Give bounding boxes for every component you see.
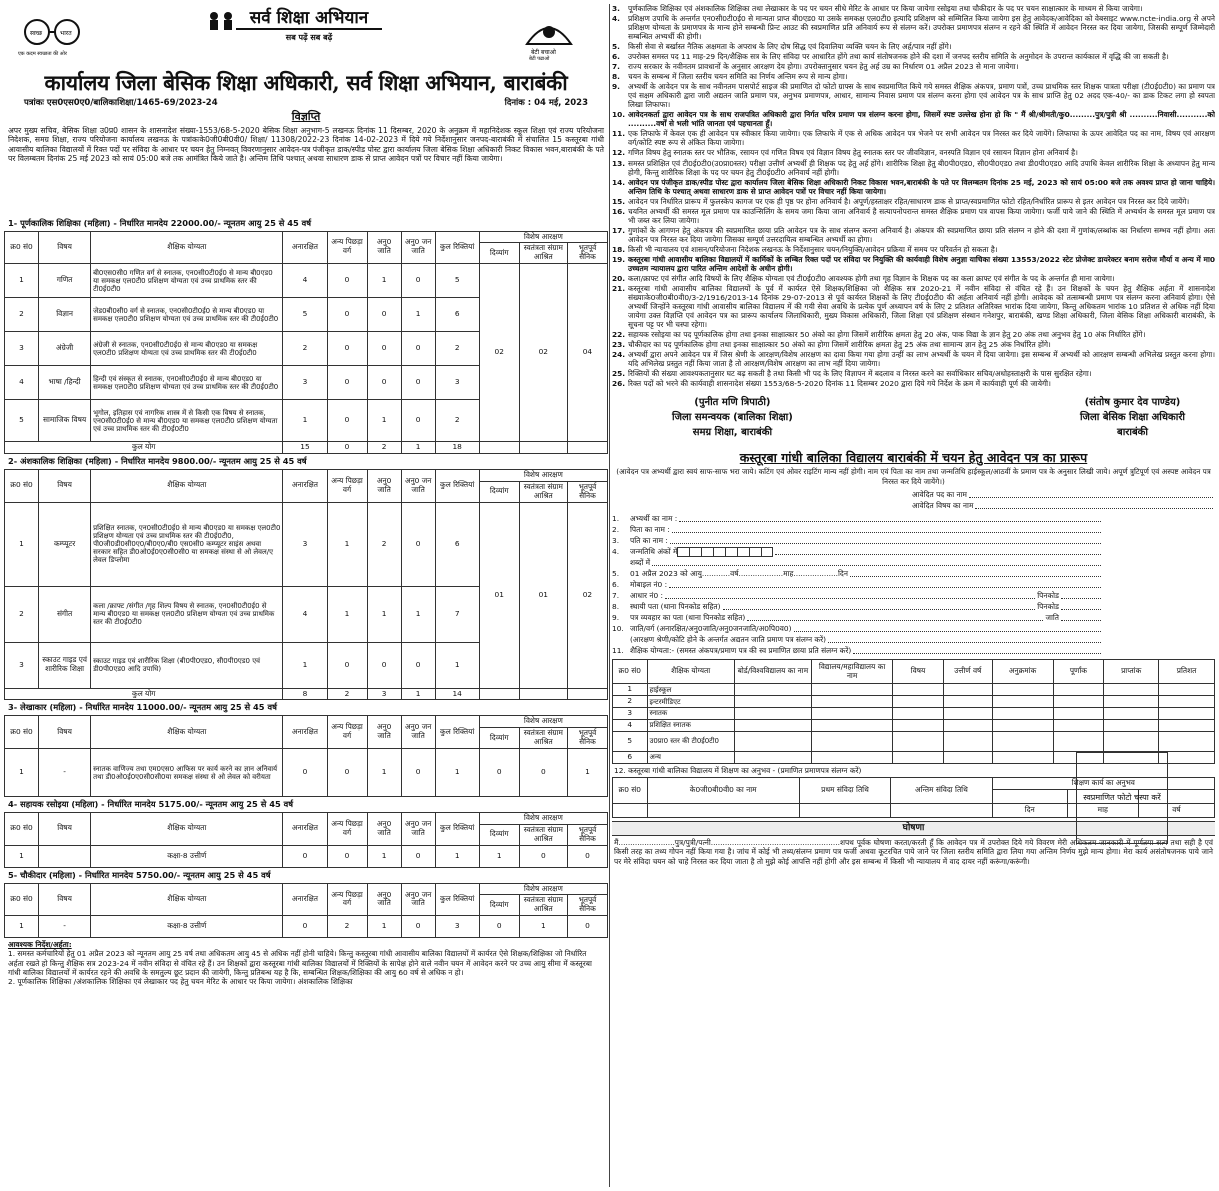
rule-text: समस्त प्रशिक्षित एवं टी0ई0टी0(उ0प्रा0स्तर) परीक्षा उत्तीर्ण अभ्यर्थी ही शिक्षक पद हेतु अर्ह होंगे। शारीरिक शिक्षा हेतु बी0पी0एड0, सी0पी0एड0 तथा डी0पी0एड0 आदि उपाधि केवल शारीरिक शिक्षा के अध्यापन हेतु मान्य होगी, किन्तु शारीरिक शिक्षा के पद पर चयन हेतु टी0ई0टी0 अनिवार्य नहीं होगी। <box>628 158 1215 177</box>
section-2-table: क्र0 सं0 विषय शैक्षिक योग्यता अनारक्षित अन्य पिछड़ा वर्ग अनु0 जाति अनु0 जन जाति कुल रिक्तियां विशेष आरक्षण दिव्यांग स्वतंत्रता संग्राम आश्रित भूतपूर्व सैनिक 1 कम्प्यूटर प्रशिक्षित स्नातक, एन0सी0टी0ई0 से मान्य बी0एड0 या समकक्ष एल0टी0 प्रशिक्षण योग्यता एवं उच्च प्राथमिक स्तर की टी0ई0टी0, पी0जी0डी0सी0ए0/बी0ए0/बी0 एस0सी0 कम्प्यूटर साइंस अथवा सरकार सहित डी0ओ0ई0ए0सी0सी0 या समकक्ष संस्था से ओ लेवल/ए लेवल डिप्लोमा 3 1 2 0 6 01 01 02 2 संगीत कला /क्राफ्ट /संगीत /गृह शिल्प विषय से स्नातक, एन0सी0टी0ई0 से मान्य बी0एड0 या समकक्ष एल0टी0 प्रशिक्षण योग्यता एवं उच्च प्राथमिक स्तर की टी0ई0टी0 4 1 1 1 7 3 स्काउट गाइड एवं शारीरिक शिक्षा स्काउट गाइड एवं शारीरिक शिक्षा (बी0पी0एड0, सी0पी0एड0 एवं डी0पी0एड0 आदि उपाधि) 1 0 0 0 1 कुल योग 8 2 3 1 14 <box>4 469 608 701</box>
rule-item <box>612 245 1215 254</box>
rule-number: 10. <box>612 110 626 120</box>
rule-item <box>612 82 1215 109</box>
instructions-title: आवश्यक निर्देश/अर्हता: <box>8 940 72 950</box>
table-row[interactable]: दिन माह वर्ष <box>613 803 1215 817</box>
rule-text: सहायक रसोइया का पद पूर्णकालिक होगा तथा इनका साक्षात्कार 50 अंको का होगा जिसमें शारीरिक क्षमता हेतु 20 अंक, पाक विद्या के ज्ञान हेतु 20 अंक तथा अनुभव हेतु 10 अंक निर्धारित होंगे। <box>628 330 1146 340</box>
table-row: 5 सामाजिक विषय भूगोल, इतिहास एवं नागरिक शास्त्र में से किसी एक विषय से स्नातक, एन0सी0टी0ई0 से मान्य बी0एड0 या समकक्ष एल0टी0 प्रशिक्षण योग्यता एवं उच्च प्राथमिक स्तर की टी0ई0टी0 1 0 1 0 2 <box>5 400 608 442</box>
form-field[interactable]: शब्दों में <box>612 557 1103 568</box>
table-total-row: कुल योग 8 2 3 1 14 <box>5 688 608 700</box>
office-title: कार्यालय जिला बेसिक शिक्षा अधिकारी, सर्व शिक्षा अभियान, बाराबंकी <box>44 70 568 95</box>
section-4-table: क्र0 सं0 विषय शैक्षिक योग्यता अनारक्षित अन्य पिछड़ा वर्ग अनु0 जाति अनु0 जन जाति कुल रिक्तियां विशेष आरक्षण दिव्यांग स्वतंत्रता संग्राम आश्रित भूतपूर्व सैनिक 1 कक्षा-8 उत्तीर्ण 0 0 1 0 1 1 0 0 <box>4 812 608 868</box>
rule-item <box>612 207 1215 225</box>
rule-number: 22. <box>612 330 626 340</box>
applied-post-field[interactable]: आवेदित पद का नाम <box>612 489 1215 500</box>
rule-text: उपरोक्त समस्त पद 11 माह-29 दिन/शैक्षिक सत्र के लिए संविदा पर आधारित होंगे तथा कार्य संतोषजनक होने की दशा में जनपद स्तरीय समिति के अनुमोदन के उपरान्त कार्यकाल में वृद्धि की जा सकती है। <box>628 52 1169 62</box>
section-3-title: 3- लेखाकार (महिला) - निर्धारित मानदेय 11000.00/- न्यूनतम आयु 25 से 45 वर्ष <box>8 702 277 713</box>
rule-item <box>612 255 1215 273</box>
form-field[interactable]: 5. 01 अप्रैल 2023 को आयु............वर्ष...................माह...................दिन <box>612 568 1103 579</box>
intro-paragraph: अपर मुख्य सचिव, बेसिक शिक्षा उ0प्र0 शासन के शासनादेश संख्या-1553/68-5-2020 बेसिक शिक्षा अनुभाग-5 लखनऊ दिनांक 11 दिसम्बर, 2020 के अनुक्रम में महानिदेशक स्कूल शिक्षा एवं राज्य परियोजना निदेशक, समग्र शिक्षा, राज्य परियोजना कार्यालय लखनऊ के पत्रांकःके0जी0बी0वी0/ शिक्षा/ 11308/2022-23 दिनांक 14-02-2023 में दिये गये निर्देशानुसार जनपद-बाराबंकी में संचालित 15 कस्तूरबा गांधी आवासीय बालिका विद्यालयों में रिक्त पदों पर संविदा के आधार पर चयन हेतु निम्नवत् विवरणानुसार आवेदन-पत्र पंजीकृत डाक/स्पीड पोस्ट द्वारा कार्यालय जिला बेसिक शिक्षा अधिकारी निकट विकास भवन,बाराबंकी के पते पर विलम्बतम दिनांक 25 मई 2023 को सायं 05:00 बजे तक आमंत्रित किये जाते है। अन्तिम तिथि पश्चात् अथवा साधारण डाक से प्राप्त आवेदन पत्रों पर विचार नहीं किया जायेगा। <box>8 125 604 164</box>
rule-number: 24. <box>612 350 626 360</box>
svg-text:बेटी पढ़ाओ: बेटी पढ़ाओ <box>529 56 550 60</box>
rule-text: आवेदनकर्ता द्वारा आवेदन पत्र के साथ राजपत्रित अधिकारी द्वारा निर्गत चरित्र प्रमाण पत्र संलग्न करना होगा, जिसमें स्पष्ट उल्लेख होना हो कि " मैं श्री/श्रीमती/कु0.........पुत्र/पुत्री श्री ..........निवासी...........को ..........वर्षों से भली भांति जानता एवं पहचानता हूँ। <box>628 110 1215 129</box>
ssa-children-icon <box>204 10 244 34</box>
rule-number: 21. <box>612 283 626 293</box>
pincode-label: पिनकोड <box>1037 591 1059 601</box>
form-field[interactable]: (आरक्षण श्रेणी/कोटि होने के अन्तर्गत अद्यतन जाति प्रमाण पत्र संलग्न करें) <box>612 634 1103 645</box>
table-total-row: कुल योग 15 0 2 1 18 <box>5 442 608 454</box>
education-header-cell: क्र0 सं0 <box>613 660 648 684</box>
section-5-table: क्र0 सं0 विषय शैक्षिक योग्यता अनारक्षित अन्य पिछड़ा वर्ग अनु0 जाति अनु0 जन जाति कुल रिक्तियां विशेष आरक्षण दिव्यांग स्वतंत्रता संग्राम आश्रित भूतपूर्व सैनिक 1 - कक्षा-8 उत्तीर्ण 0 2 1 0 3 0 1 0 <box>4 883 608 939</box>
rule-number: 14. <box>612 177 626 187</box>
rule-item <box>612 72 1215 81</box>
rule-text: गुणांकों के आगणन हेतु अंकपत्र की स्वप्रमाणित छाया प्रति आवेदन पत्र के साथ संलग्न करना अनिवार्य है। अंकपत्र की स्वप्रमाणित छाया प्रति संलग्न न होने की दशा में गुणांक/लब्धांक का निर्धारण सम्भव नहीं होगा। अतः आवेदन पत्र निरस्त कर दिया जायेगा जिसका सम्पूर्ण उत्तरदायित्व सम्बन्धित अभ्यर्थी का होगा। <box>628 225 1215 244</box>
instructions-block <box>4 938 608 988</box>
rule-number: 19. <box>612 254 626 264</box>
svg-text:भारत: भारत <box>60 30 72 37</box>
rule-text: एक लिफाफे में केवल एक ही आवेदन पत्र स्वीकार किया जायेगा। एक लिफाफे में एक से अधिक आवेदन पत्र भेजने पर सभी आवेदन पत्र निरस्त कर दिये जायेंगे। लिफाफा के ऊपर आवेदित पद का नाम, विषय एवं आरक्षण वर्ग/कोटि स्पष्ट रूप से अंकित किया जायेगा। <box>628 129 1215 148</box>
table-row: 1 कक्षा-8 उत्तीर्ण 0 0 1 0 1 1 0 0 <box>5 845 608 867</box>
education-row[interactable]: 1 हाईस्कूल <box>613 684 1215 696</box>
rule-number: 18. <box>612 244 626 254</box>
rule-item <box>612 52 1215 61</box>
svg-text:बेटी बचाओ: बेटी बचाओ <box>531 49 556 56</box>
rule-number: 7. <box>612 62 620 72</box>
form-field[interactable]: 6. मोबाइल नं0 : <box>612 579 1103 590</box>
svg-text:एक कदम स्वच्छता की ओर: एक कदम स्वच्छता की ओर <box>18 51 67 57</box>
section-5-title: 5- चौकीदार (महिला) - निर्धारित मानदेय 5750.00/- न्यूनतम आयु 25 से 45 वर्ष <box>8 869 271 880</box>
svg-text:स्वच्छ: स्वच्छ <box>30 30 43 37</box>
rule-item <box>612 4 1215 13</box>
rule-text: अभ्यर्थी द्वारा अपने आवेदन पत्र में जिस श्रेणी के आरक्षण/विशेष आरक्षण का दावा किया गया होगा उन्हीं का लाभ अभ्यर्थी के चयन में दिया जायेगा। इस सम्बन्ध में अभ्यर्थी को आरक्षण सम्बन्धी अभिलेख प्रस्तुत करना होगा। यदि अभिलेख प्रस्तुत नहीं किया जाता है तो आरक्षण/विशेष आरक्षण का लाभ नहीं दिया जायेगा। <box>628 350 1215 369</box>
education-header-cell: प्रतिशत <box>1159 660 1215 684</box>
rule-number: 26. <box>612 379 626 389</box>
rule-number: 20. <box>612 273 626 283</box>
rule-item <box>612 226 1215 244</box>
rule-item <box>612 330 1215 339</box>
rule-item <box>612 274 1215 283</box>
table-row: 2 विज्ञान जेड0बी0सी0 वर्ग से स्नातक, एन0सी0टी0ई0 से मान्य बी0एड0 या समकक्ष एल0टी0 प्रशिक्षण योग्यता एवं उच्च प्राथमिक स्तर की टी0ई0टी0 5 0 0 1 6 <box>5 298 608 332</box>
signature-right: (संतोष कुमार देव पाण्डेय) जिला बेसिक शिक्षा अधिकारी बाराबंकी <box>1079 397 1185 439</box>
dob-digit-boxes[interactable] <box>677 547 773 557</box>
education-row[interactable]: 4 प्रशिक्षित स्नातक <box>613 719 1215 731</box>
rule-text: चौकीदार का पद पूर्णकालिक होगा तथा इनका साक्षात्कार 50 अंको का होगा जिसमें शारीरिक क्षमता हेतु 25 अंक तथा सामान्य ज्ञान हेतु 25 अंक निर्धारित होंगे। <box>628 340 1051 350</box>
rule-text: प्रशिक्षण उपाधि के अन्तर्गत एन0सी0टी0ई0 से मान्यता प्राप्त बी0एड0 या उसके समकक्ष एल0टी0 इत्यादि प्रशिक्षण को सम्मिलित किया जायेगा इस हेतु आवेदक/आवेदिका को वेबसाइट www.ncte-india.org से अपने प्रशिक्षण योग्यता के प्रमाणपत्र के मान्य होने सम्बन्धी प्रिन्ट आउट की स्वप्रमाणित प्रति अनिवार्य रूप से संलग्न करें। उपरोक्त प्रमाणपत्र संलग्न न रहने की स्थिति में आवेदन निरस्त कर दिया जायेगा, जिसकी सम्पूर्ण जिम्मेदारी सम्बन्धित अभ्यर्थी की होगी। <box>628 14 1215 42</box>
table-row: 1 - स्नातक वाणिज्य तथा एम0एस0 आफिस पर कार्य करने का ज्ञान अनिवार्य तथा डी0ओ0ई0ए0सी0सी0या समकक्ष संस्था से ओ लेवल को वरीयता 0 0 1 0 1 0 0 1 <box>5 749 608 797</box>
form-field[interactable]: 1. अभ्यर्थी का नाम : <box>612 513 1103 524</box>
rule-number: 6. <box>612 52 620 62</box>
table-row: 3 अंग्रेजी अंग्रेजी से स्नातक, एन0सी0टी0ई0 से मान्य बी0एड0 या समकक्ष एल0टी0 प्रशिक्षण योग्यता एवं उच्च प्राथमिक स्तर की टी0ई0टी0 2 0 0 0 2 <box>5 332 608 366</box>
instruction-item: 1. समस्त कर्मचारियों हेतु 01 अप्रैल 2023 को न्यूनतम आयु 25 वर्ष तथा अधिकतम आयु 45 से अधिक नहीं होनी चाहिये। किन्तु कस्तूरबा गांधी आवासीय बालिका विद्यालयों में कार्यरत ऐसे शिक्षक/शिक्षिका जो निर्धारित अर्हता रखते हो किन्तु शैक्षिक सत्र 2023-24 में नवीन संविदा से वंचित रहे हैं। उन शिक्षकों द्वारा कस्तूरबा गांधी बालिका विद्यालयों में रिक्तियों के सापेक्ष होने वाले नवीन चयन में आवेदन करने पर उच्च आयु सीमा में कस्तूरबा गांधी बालिका विद्यालयों में कार्यरत रहने की अवधि के समतुल्य छूट प्रदान की जायेगी, किन्तु प्रतिबन्ध यह है कि, सम्बन्धित शिक्षक/शिक्षिका की आयु 60 वर्ष से अधिक न हो। <box>8 949 592 977</box>
education-header-cell: विद्यालय/महाविद्यालय का नाम <box>811 660 892 684</box>
rule-item <box>612 129 1215 147</box>
education-row[interactable]: 6 अन्य <box>613 751 1215 763</box>
rule-text: कला/क्राफ्ट एवं संगीत आदि विषयों के लिए शैक्षिक योग्यता एवं टी0ई0टी0 आवश्यक होगी तथा गृह विज्ञान के शिक्षक पद का कला क्राफ्ट एवं संगीत के पद के अन्तर्गत ही माना जायेगा। <box>628 273 1115 283</box>
form-fields <box>612 513 1215 656</box>
declaration-title: घोषणा <box>612 821 1215 836</box>
experience-title: 12. कस्तूरबा गांधी बालिका विद्यालय में शिक्षण का अनुभव - (प्रमाणित प्रमाणपत्र संलग्न करें) <box>614 765 862 775</box>
rule-item <box>612 379 1215 388</box>
table-row: 2 संगीत कला /क्राफ्ट /संगीत /गृह शिल्प विषय से स्नातक, एन0सी0टी0ई0 से मान्य बी0एड0 या समकक्ष एल0टी0 प्रशिक्षण योग्यता एवं उच्च प्राथमिक स्तर की टी0ई0टी0 4 1 1 1 7 <box>5 586 608 642</box>
swachh-bharat-logo <box>12 10 92 60</box>
form-field[interactable]: 3. पति का नाम : <box>612 535 1103 546</box>
rule-number: 8. <box>612 72 620 82</box>
education-header-cell: विषय <box>893 660 944 684</box>
rule-number: 17. <box>612 225 626 235</box>
rule-item <box>612 178 1215 196</box>
form-field[interactable]: 4. जन्मतिथि अंकों में <box>612 546 1103 557</box>
rule-text: किसी सेवा से बर्खास्त नैतिक अक्षमता के अपराध के लिए दोष सिद्ध एवं दिवालिया व्यक्ति चयन के लिए अर्ह/पात्र नहीं होंगे। <box>628 42 952 52</box>
rule-number: 25. <box>612 369 626 379</box>
rule-item <box>612 369 1215 378</box>
education-row[interactable]: 2 इन्टरमीडिएट <box>613 696 1215 708</box>
section-2-title: 2- अंशकालिक शिक्षिका (महिला) - निर्धारित मानदेय 9800.00/- न्यूनतम आयु 25 से 45 वर्ष <box>8 456 307 467</box>
section-4-title: 4- सहायक रसोइया (महिला) - निर्धारित मानदेय 5175.00/- न्यूनतम आयु 25 से 45 वर्ष <box>8 799 294 810</box>
signature-left: (पुनीत मणि त्रिपाठी) जिला समन्वयक (बालिका शिक्षा) समग्र शिक्षा, बाराबंकी <box>672 397 793 439</box>
caste-label: जाति <box>1045 613 1059 623</box>
table-row: 4 भाषा /हिन्दी हिन्दी एवं संस्कृत से स्नातक, एन0सी0टी0ई0 से मान्य बी0एड0 या समकक्ष एल0टी0 प्रशिक्षण योग्यता एवं उच्च प्राथमिक स्तर की टी0ई0टी0 3 0 0 0 3 <box>5 366 608 400</box>
form-field[interactable]: 11. शैक्षिक योग्यता:- (समस्त अंकपत्र/प्रमाण पत्र की स्व प्रमाणित छाया प्रति संलग्न करें) <box>612 645 1103 656</box>
notice-date: दिनांक : 04 मई, 2023 <box>504 98 588 109</box>
rules-list <box>612 4 1215 388</box>
rule-text: कस्तूरबा गांधी आवासीय बालिका विद्यालयों में कार्मिकों के लम्बित रिक्त पदों पर संविदा पर नियुक्ति की कार्यवाही विशेष अनुज्ञा याचिका संख्या 13553/2022 स्टेट प्रोजेक्ट डायरेक्टर बनाम सरोज मौर्या व अन्य में मा0 उच्चतम न्यायालय द्वारा पारित अन्तिम आदेशों के अधीन होगी। <box>628 254 1215 273</box>
advertisement-left-column <box>4 4 608 1187</box>
rule-number: 13. <box>612 158 626 168</box>
signature-block <box>612 389 1215 444</box>
form-field[interactable]: 8. स्थायी पता (थाना पिनकोड सहित) पिनकोड <box>612 601 1103 612</box>
rule-text: रिक्त पदों को भरने की कार्यवाही शासनादेश संख्या 1553/68-5-2020 दिनांक 11 दिसम्बर 2020 द्वारा दिये गये निर्देश के क्रम में कार्यवाही पूर्ण की जायेगी। <box>628 379 1051 389</box>
ssa-tagline: सब पढ़ें सब बढ़ें <box>285 33 333 43</box>
reference-line <box>4 95 608 108</box>
education-row[interactable]: 3 स्नातक <box>613 707 1215 719</box>
rule-item <box>612 350 1215 368</box>
form-field[interactable]: 9. पत्र व्यवहार का पता (थाना पिनकोड सहित) जाति <box>612 612 1103 623</box>
education-header-cell: उत्तीर्ण वर्ष <box>943 660 992 684</box>
advertisement-right-column <box>612 4 1215 1187</box>
section-3-table: क्र0 सं0 विषय शैक्षिक योग्यता अनारक्षित अन्य पिछड़ा वर्ग अनु0 जाति अनु0 जन जाति कुल रिक्तियां विशेष आरक्षण दिव्यांग स्वतंत्रता संग्राम आश्रित भूतपूर्व सैनिक 1 - स्नातक वाणिज्य तथा एम0एस0 आफिस पर कार्य करने का ज्ञान अनिवार्य तथा डी0ओ0ई0ए0सी0सी0या समकक्ष संस्था से ओ लेवल को वरीयता 0 0 1 0 1 0 0 1 <box>4 715 608 797</box>
rule-item <box>612 159 1215 177</box>
rule-text: रिक्तियों की संख्या आवश्यकतानुसार घट बढ़ सकती है तथा किसी भी पद के लिए विज्ञापन में बदलाव व निरस्त करने का सर्वाधिकार सचिव/अधोहस्ताक्षरी के पास सुरक्षित रहेगा। <box>628 369 1092 379</box>
education-header-cell: प्राप्तांक <box>1104 660 1159 684</box>
table-header-row: क्र0 सं0 के0जी0बी0वी0 का नाम प्रथम संविदा तिथि अन्तिम संविदा तिथि शिक्षण कार्य का अनुभव <box>613 777 1215 789</box>
table-header-row: क्र0 सं0 विषय शैक्षिक योग्यता अनारक्षित अन्य पिछड़ा वर्ग अनु0 जाति अनु0 जन जाति कुल रिक्तियां विशेष आरक्षण <box>5 469 608 481</box>
table-header-row <box>613 660 1215 684</box>
education-row[interactable]: 5 उ0प्रा0 स्तर की टी0ई0टी0 <box>613 731 1215 751</box>
photo-box[interactable]: स्वप्रमाणित फोटो चस्पा करें <box>1076 752 1168 844</box>
rule-text: चयनित अभ्यर्थी की समस्त मूल प्रमाण पत्र काउन्सिलिंग के समय जमा किया जाना अनिवार्य है सत्यापनोपरान्त समस्त शैक्षिक प्रमाण पत्र वापस किया जायेगा। फर्जी पाये जाने की स्थिति में अभ्यर्थन के समस्त मूल प्रमाण पत्र भी जब्त कर लिया जायेगा। <box>628 206 1215 225</box>
rule-number: 16. <box>612 206 626 216</box>
ssa-logo-banner <box>204 8 414 60</box>
rule-text: आवेदन पत्र पंजीकृत डाक/स्पीड पोस्ट द्वारा कार्यालय जिला बेसिक शिक्षा अधिकारी निकट विकास भवन,बाराबंकी के पते पर विलम्बतम दिनांक 25 मई, 2023 को सायं 05:00 बजे तक अवश्य प्राप्त हो जाना चाहिये। अन्तिम तिथि के पश्चात् अथवा साधारण डाक से प्राप्त आवेदन पत्रों पर विचार नहीं किया जायेगा। <box>628 177 1215 196</box>
table-row: 1 गणित बी0एस0सी0 गणित वर्ग से स्नातक, एन0सी0टी0ई0 से मान्य बी0एड0 या समकक्ष एल0टी0 प्रशिक्षण योग्यता एवं उच्च प्राथमिक स्तर की टी0ई0टी0 4 0 1 0 5 02 02 04 <box>5 264 608 298</box>
education-table <box>612 659 1215 763</box>
rule-item <box>612 62 1215 71</box>
rule-number: 11. <box>612 129 626 139</box>
form-field[interactable]: 10. जाति/वर्ग (अनारक्षित/अनु0जाति/अनु0जनजाति/अ0पि0व0) <box>612 623 1103 634</box>
pincode-label: पिनकोड <box>1037 602 1059 612</box>
rule-item <box>612 197 1215 206</box>
rule-text: गणित विषय हेतु स्नातक स्तर पर भौतिक, रसायन एवं गणित विषय एवं विज्ञान विषय हेतु स्नातक स्तर पर जीवविज्ञान, वनस्पति विज्ञान एवं रसायन विज्ञान होना अनिवार्य है। <box>628 148 1078 158</box>
rule-text: कस्तूरबा गांधी आवासीय बालिका विद्यालयों के पूर्व में कार्यरत ऐसे शिक्षक/शिक्षिका जो शैक्षिक सत्र 2020-21 में नवीन संविदा से वंचित रहे हैं। उन शिक्षकों के चयन हेतु शैक्षिक अर्हता में शासनादेश संख्याःके0जी0बी0वी0/3-2/1916/2013-14 दिनांक 29-07-2013 से पूर्व कार्यरत शिक्षकों के लिए टी0ई0टी0 की अर्हता अनिवार्य नहीं होगी। आवेदक को तत्सम्बन्धी प्रमाण पत्र संलग्न करना अनिवार्य होगा। ऐसे अभ्यर्थी जिन्होंने कस्तूरबा गांधी आवासीय बालिका विद्यालय में की गयी सेवा अवधि के प्रत्येक पूर्ण अध्यापन वर्ष के लिए 2 प्रतिशत अतिरिक्त भारांक दिया जायेगा, किन्तु अधिकतम भारांक 10 प्रतिशत से अधिक नहीं दिया जायेगा उक्त विज्ञप्ति एवं आवेदन पत्र का प्रारूप कार्यालय जिलाधिकारी, मुख्य विकास अधिकारी, जिला शिक्षा एवं प्रशिक्षण संस्थान गनेशपुर, बाराबंकी, खण्ड शिक्षा अधिकारी, जिला बेसिक शिक्षा अधिकारी बाराबंकी, के सूचना पट्ट पर भी चस्पा रहेगा। <box>628 283 1215 330</box>
table-row: 1 कम्प्यूटर प्रशिक्षित स्नातक, एन0सी0टी0ई0 से मान्य बी0एड0 या समकक्ष एल0टी0 प्रशिक्षण योग्यता एवं उच्च प्राथमिक स्तर की टी0ई0टी0, पी0जी0डी0सी0ए0/बी0ए0/बी0 एस0सी0 कम्प्यूटर साइंस अथवा सरकार सहित डी0ओ0ई0ए0सी0सी0 या समकक्ष संस्था से ओ लेवल/ए लेवल डिप्लोमा 3 1 2 0 6 01 01 02 <box>5 502 608 586</box>
rule-number: 12. <box>612 148 626 158</box>
rule-item <box>612 340 1215 349</box>
table-header-row: क्र0 सं0 विषय शैक्षिक योग्यता अनारक्षित अन्य पिछड़ा वर्ग अनु0 जाति अनु0 जन जाति कुल रिक्तियां विशेष आरक्षण <box>5 231 608 243</box>
rule-number: 15. <box>612 196 626 206</box>
education-header-cell: अनुक्रमांक <box>992 660 1053 684</box>
education-header-cell: शैक्षिक योग्यता <box>647 660 734 684</box>
rule-text: पूर्णकालिक शिक्षिका एवं अंशकालिक शिक्षिका तथा लेखाकार के पद पर चयन सीधे मेरिट के आधार पर किया जायेगा रसोइया तथा चौकीदार के पद पर चयन साक्षात्कार के माध्यम से किया जायेगा। <box>628 4 1143 13</box>
form-field[interactable]: 2. पिता का नाम : <box>612 524 1103 535</box>
rule-text: राज्य सरकार के नवीनतम प्रावधानों के अनुसार आरक्षण देय होगा। उपरोक्तानुसार चयन हेतु अर्ह उम्र का निर्धारण 01 अप्रैल 2023 से माना जायेगा। <box>628 62 1019 72</box>
application-form-title: कस्तूरबा गांधी बालिका विद्यालय बाराबंकी में चयन हेतु आवेदन पत्र का प्रारूप <box>739 450 1088 466</box>
rule-number: 3. <box>612 4 620 13</box>
rule-text: किसी भी न्यायालय एवं शासन/परियोजना निदेशक लखनऊ के निर्देशानुसार चयन/नियुक्ति/आवेदन प्रक्रिया में समय पर परिवर्तन हो सकता है। <box>628 244 998 254</box>
ssa-title: सर्व शिक्षा अभियान <box>236 8 382 30</box>
education-header-cell: बोर्ड/विश्वविद्यालय का नाम <box>734 660 811 684</box>
column-divider <box>609 4 610 1187</box>
applied-subject-field[interactable]: आवेदित विषय का नाम <box>612 500 1215 511</box>
rule-text: आवेदन पत्र निर्धारित प्रारूप में फुलस्केप कागज पर एक ही पृष्ठ पर होना अनिवार्य है। अपूर्ण/हस्ताक्षर रहित/साधारण डाक से प्राप्त/स्वप्रमाणित फोटो रहित/निर्धारित प्रारूप से इतर आवेदन पत्र निरस्त कर दिये जायेंगे। <box>628 196 1190 206</box>
instruction-item: 2. पूर्णकालिक शिक्षिका /अंशकालिक शिक्षिका एवं लेखाकार पद हेतु चयन मेरिट के आधार पर किया जायेगा। अंशकालिक शिक्षिका <box>8 977 353 987</box>
section-1-title: 1- पूर्णकालिक शिक्षिका (महिला) - निर्धारित मानदेय 22000.00/- न्यूनतम आयु 25 से 45 वर्ष <box>8 217 312 228</box>
reference-number: पत्रांकः एस0एस0ए0/बालिकाशिक्षा/1465-69/2023-24 <box>24 98 218 109</box>
section-1-table: क्र0 सं0 विषय शैक्षिक योग्यता अनारक्षित अन्य पिछड़ा वर्ग अनु0 जाति अनु0 जन जाति कुल रिक्तियां विशेष आरक्षण दिव्यांग स्वतंत्रता संग्राम आश्रित भूतपूर्व सैनिक 1 गणित बी0एस0सी0 गणित वर्ग से स्नातक, एन0सी0टी0ई0 से मान्य बी0एड0 या समकक्ष एल0टी0 प्रशिक्षण योग्यता एवं उच्च प्राथमिक स्तर की टी0ई0टी0 4 0 1 0 5 02 02 04 2 विज्ञान जेड0बी0सी0 वर्ग से स्नातक, एन0सी0टी0ई0 से मान्य बी0एड0 या समकक्ष एल0टी0 प्रशिक्षण योग्यता एवं उच्च प्राथमिक स्तर की टी0ई0टी0 5 0 0 1 6 3 अंग्रेजी अंग्रेजी से स्नातक, एन0सी0टी0ई0 से मान्य बी0एड0 या समकक्ष एल0टी0 प्रशिक्षण योग्यता एवं उच्च प्राथमिक स्तर की टी0ई0टी0 2 0 0 0 2 4 भाषा /हिन्दी हिन्दी एवं संस्कृत से स्नातक, एन0सी0टी0ई0 से मान्य बी0एड0 या समकक्ष एल0टी0 प्रशिक्षण योग्यता एवं उच्च प्राथमिक स्तर की टी0ई0टी0 3 0 0 0 3 5 सामाजिक विषय भूगोल, इतिहास एवं नागरिक शास्त्र में से किसी एक विषय से स्नातक, एन0सी0टी0ई0 से मान्य बी0एड0 या समकक्ष एल0टी0 प्रशिक्षण योग्यता एवं उच्च प्राथमिक स्तर की टी0ई0टी0 1 0 1 0 2 कुल योग 15 0 2 1 18 <box>4 231 608 455</box>
rule-item <box>612 110 1215 128</box>
rule-item <box>612 42 1215 51</box>
rule-number: 9. <box>612 82 620 92</box>
notice-title: विज्ञप्ति <box>291 110 321 124</box>
education-header-cell: पूर्णांक <box>1053 660 1104 684</box>
table-row: 3 स्काउट गाइड एवं शारीरिक शिक्षा स्काउट गाइड एवं शारीरिक शिक्षा (बी0पी0एड0, सी0पी0एड0 एवं डी0पी0एड0 आदि उपाधि) 1 0 0 0 1 <box>5 642 608 688</box>
beti-bachao-logo <box>519 10 579 60</box>
header-logos <box>4 4 608 68</box>
application-form-note: (आवेदन पत्र अभ्यर्थी द्वारा स्वयं साफ-साफ भरा जाये। कटिंग एवं ओवर राइटिंग मान्य नहीं होगी। नाम एवं पिता का नाम तथा जन्मतिथि हाईस्कूल/आठवीं के प्रमाण पत्र के अनुसार लिखी जाये। अपूर्ण त्रुटिपूर्ण एवं अस्पष्ट आवेदन पत्र निरस्त कर दिये जायेंगे।) <box>616 467 1211 486</box>
rule-text: चयन के सम्बन्ध में जिला स्तरीय चयन समिति का निर्णय अन्तिम रूप से मान्य होगा। <box>628 72 848 82</box>
rule-item <box>612 148 1215 157</box>
declaration-text: मैं........................पुत्र/पुत्री/पत्नी.......................................................शपथ पूर्वक घोषणा करता/करती हूँ कि आवेदन पत्र में उपरोक्त दिये गये विवरण मेरी अधिकतम जानकारी में पूर्णतया सत्य तथा सही है एवं किसी तरह का तथ्य गोपन नहीं किया गया है। जांच में कोई भी तथ्य/संलग्न प्रमाण पत्र फर्जी अथवा कूटरचित पाये जाने पर जिला स्तरीय समिति द्वारा लिया गया अन्तिम निर्णय मुझे मान्य होगा। मेरा कार्य असंतोषजनक पाये जाने पर मेरे संविदा चयन को चाहे निरस्त कर दिया जाता है तो मुझे कोई आपत्ति नहीं होगी और इस सम्बन्ध में किसी भी न्यायालय में वाद दायर नहीं करूंगा/करूंगी। <box>614 837 1213 866</box>
rule-item <box>612 284 1215 329</box>
form-field[interactable]: 7. आधार नं0 : पिनकोड <box>612 590 1103 601</box>
rule-item <box>612 14 1215 41</box>
rule-text: अभ्यर्थी के आवेदन पत्र के साथ नवीनतम पासपोर्ट साइज की प्रमाणित दो फोटो ग्राफ्स के साथ स्वप्रमाणित किये गये समस्त शैक्षिक अंकपत्र, प्रमाण पत्रों, उच्च प्राथमिक स्तर शिक्षक पात्रता परीक्षा (टी0ई0टी0) का प्रमाण पत्र एवं सक्षम अधिकारी द्वारा जारी अद्यतन जाति प्रमाण पत्र, अनुभव प्रमाणपत्र, आधार, सामान्य निवास प्रमाण पत्र संलग्न करना होगा एवं आवेदन पत्र के साथ प्राप्ति हेतु 02 अदद एक-40/- का डाक टिकट लगा हो स्वपता लिखा लिफाफा। <box>628 82 1215 110</box>
rule-number: 23. <box>612 340 626 350</box>
rule-number: 4. <box>612 14 620 24</box>
rule-number: 5. <box>612 42 620 52</box>
table-row: 1 - कक्षा-8 उत्तीर्ण 0 2 1 0 3 0 1 0 <box>5 916 608 938</box>
